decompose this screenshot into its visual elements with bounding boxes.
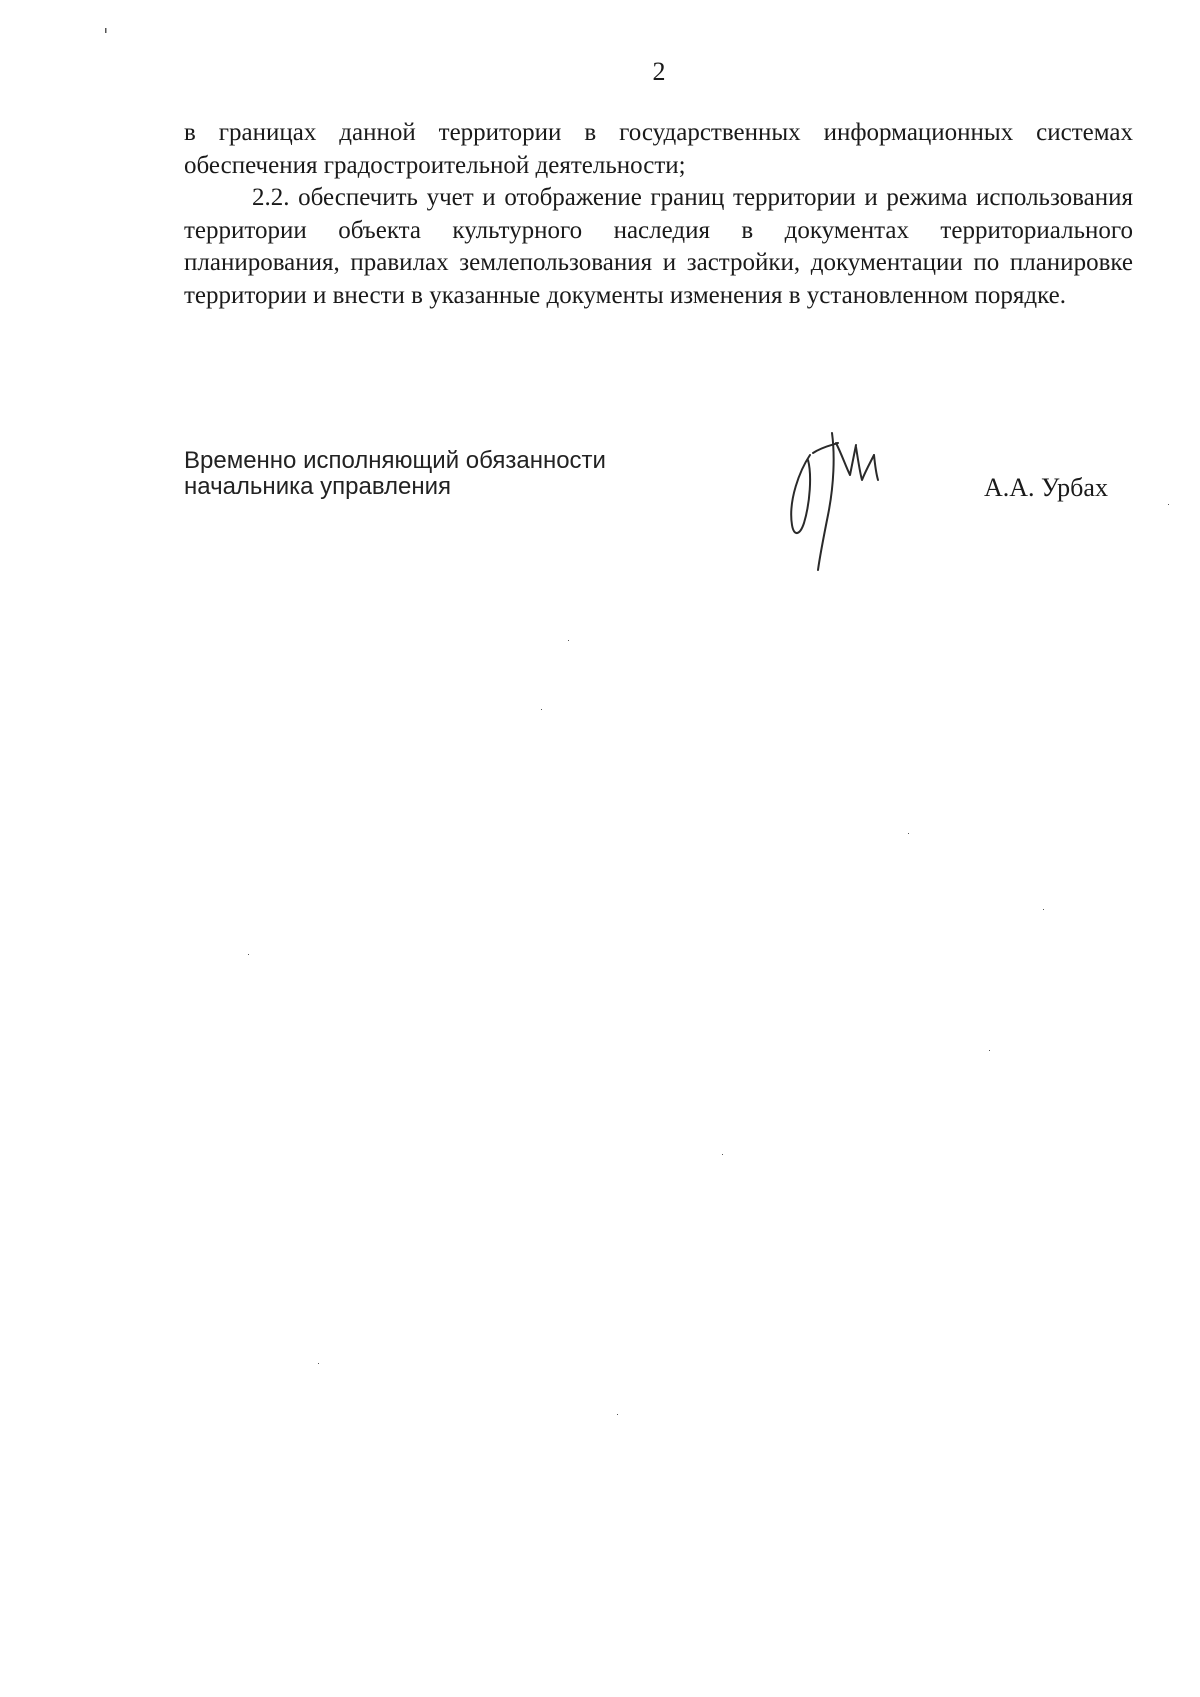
paragraph-continuation: в границах данной территории в государственных информационных системах обеспечения градостроительной деятельности; (184, 119, 1133, 179)
handwritten-signature (780, 425, 900, 575)
signatory-position-line2: начальника управления (184, 473, 452, 500)
signatory-name: А.А. Урбах (984, 473, 1108, 502)
page-number: 2 (652, 57, 666, 86)
signatory-position-line1: Временно исполняющий обязанности (184, 447, 606, 474)
document-body (184, 117, 1133, 313)
signatory-position (184, 448, 704, 500)
paragraph-item-2-2: 2.2. обеспечить учет и отображение границ территории и режима использования территории объекта культурного наследия в документах территориального планирования, правилах землепользования и застройки, документации по планировке территории и внести в указанные документы изменения в установленном порядке. (184, 184, 1133, 309)
